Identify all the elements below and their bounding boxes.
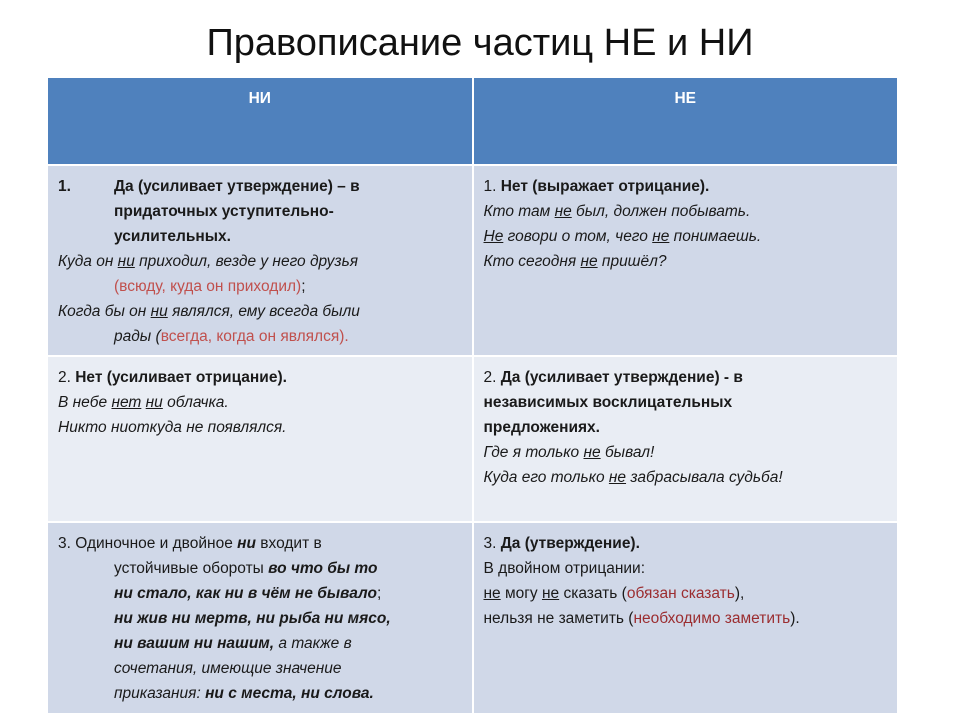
table-row (47, 522, 898, 714)
cell-ni-2 (47, 356, 473, 522)
punct: ; (301, 278, 306, 295)
example-note-line (58, 274, 462, 299)
rule-line (58, 174, 462, 199)
example (484, 465, 888, 490)
rule-text: предложениях. (483, 419, 600, 436)
particle: ни (145, 394, 163, 411)
example (484, 440, 888, 465)
example-note-line (58, 324, 462, 349)
cell-ne-2 (473, 356, 899, 522)
particle: не (541, 585, 560, 602)
rule-text: В двойном отрицании: (483, 560, 646, 577)
punct: ). (790, 610, 800, 627)
example (58, 299, 462, 324)
particle: не (608, 469, 627, 486)
example (484, 199, 888, 224)
rule-number: 1. (483, 178, 501, 195)
example-text: облачка. (162, 394, 229, 411)
header-row (47, 77, 898, 165)
rule-number: 2. (58, 369, 76, 386)
example (484, 249, 888, 274)
example (484, 606, 888, 631)
rule-number: 1. (58, 178, 71, 195)
rule-text: устойчивые обороты (114, 560, 269, 577)
example-text: рады ( (114, 328, 161, 345)
rule-text: приказания: (114, 685, 206, 702)
rule-text: Да (усиливает утверждение) – в (114, 178, 360, 195)
rule-text: Нет (выражает отрицание). (500, 178, 710, 195)
punct: ), (734, 585, 745, 602)
rule-text: Да (утверждение). (500, 535, 640, 552)
example-text: Куда он (58, 253, 118, 270)
cell-ne-3 (473, 522, 899, 714)
example-text: нельзя не заметить ( (483, 610, 634, 627)
rule-text: Да (усиливает утверждение) - в (500, 369, 743, 386)
rule-text: Нет (усиливает отрицание). (75, 369, 287, 386)
example-text: Куда его только (483, 469, 609, 486)
example: Никто ниоткуда не появлялся. (58, 419, 287, 436)
example-text: пришёл? (597, 253, 667, 270)
rule-line (58, 631, 462, 656)
rules-table (46, 76, 899, 715)
rule-line (484, 365, 888, 390)
rule-text: независимых восклицательных (483, 394, 733, 411)
rule-text: 3. Одиночное и двойное (58, 535, 238, 552)
example-text: забрасывала судьба! (626, 469, 783, 486)
idiom: ни с места, ни слова. (205, 685, 374, 702)
note: всегда, когда он являлся (160, 328, 340, 345)
header-ni: НИ (47, 77, 473, 165)
example (58, 390, 462, 415)
note: обязан сказать (626, 585, 735, 602)
note: необходимо заметить (633, 610, 791, 627)
rule-number: 3. (483, 535, 501, 552)
example-text: говори о том, чего (503, 228, 653, 245)
rule-text: сочетания, имеющие значение (114, 660, 342, 677)
particle: нет (111, 394, 142, 411)
punct: ). (339, 328, 349, 345)
example-text: понимаешь. (669, 228, 762, 245)
idiom: ни жив ни мертв, ни рыба ни мясо, (114, 610, 391, 627)
example-text: могу (500, 585, 542, 602)
rule-line (484, 174, 888, 199)
rule-text: а также в (278, 635, 352, 652)
example-text: был, должен побывать. (571, 203, 751, 220)
example-text: сказать ( (559, 585, 627, 602)
page-title: Правописание частиц НЕ и НИ (206, 22, 754, 64)
rule-line (58, 681, 462, 706)
rule-text: входит в (255, 535, 322, 552)
table-row (47, 356, 898, 522)
example (484, 581, 888, 606)
rule-text: придаточных уступительно- (114, 203, 334, 220)
particle: ни (117, 253, 135, 270)
particle: не (583, 444, 601, 461)
rule-line (484, 531, 888, 556)
rule-number: 2. (483, 369, 501, 386)
example (484, 224, 888, 249)
rule-line (58, 556, 462, 581)
example-text: бывал! (600, 444, 655, 461)
rule-line (58, 531, 462, 556)
particle: не (554, 203, 572, 220)
rule-line (58, 581, 462, 606)
particle: ни (237, 535, 256, 552)
particle: ни (150, 303, 168, 320)
particle: не (483, 585, 501, 602)
note: (всюду, куда он приходил) (114, 278, 302, 295)
example-text: В небе (58, 394, 112, 411)
particle: не (652, 228, 670, 245)
example-text: приходил, везде у него друзья (134, 253, 359, 270)
punct: ; (376, 585, 382, 602)
table-row (47, 165, 898, 356)
particle: Не (483, 228, 504, 245)
cell-ni-1 (47, 165, 473, 356)
example-text: являлся, ему всегда были (167, 303, 360, 320)
cell-ni-3 (47, 522, 473, 714)
example-text: Когда бы он (58, 303, 151, 320)
particle: не (580, 253, 598, 270)
example-text: Кто сегодня (483, 253, 581, 270)
example-text: Где я только (483, 444, 584, 461)
idiom: ни стало, как ни в чём не бывало (114, 585, 377, 602)
rule-text: усилительных. (114, 228, 231, 245)
header-ne: НЕ (473, 77, 899, 165)
cell-ne-1 (473, 165, 899, 356)
example (58, 249, 462, 274)
idiom: во что бы то (268, 560, 378, 577)
example-text: Кто там (483, 203, 555, 220)
rule-line (58, 365, 462, 390)
idiom: ни вашим ни нашим, (114, 635, 279, 652)
